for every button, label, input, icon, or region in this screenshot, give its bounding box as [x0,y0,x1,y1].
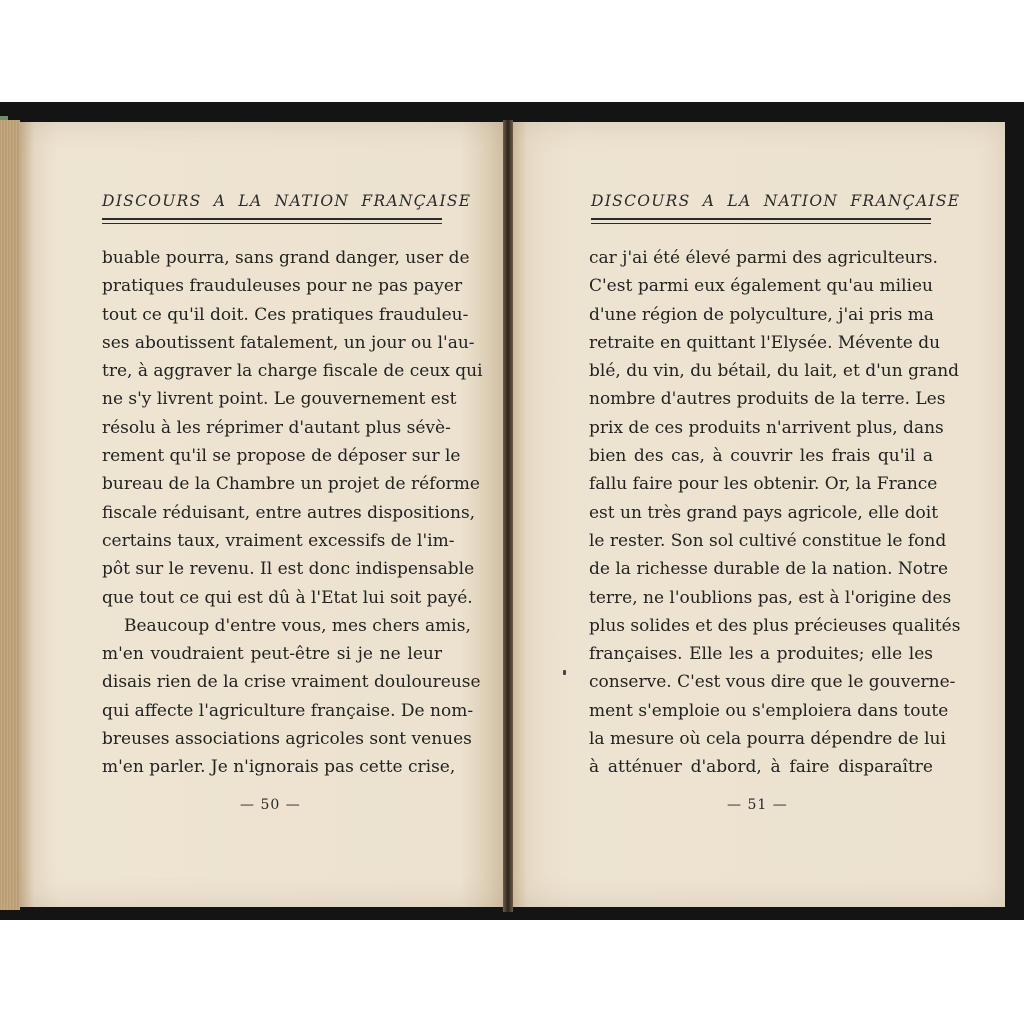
text-line: buable pourra, sans grand danger, user de [102,248,470,268]
text-line: bien des cas, à couvrir les frais qu'il a [589,446,933,467]
book-gutter [503,120,513,912]
text-line: pôt sur le revenu. Il est donc indispensable [102,559,475,580]
left-running-head: DISCOURS A LA NATION FRANÇAISE [102,192,472,210]
text-line: nombre d'autres produits de la terre. Les [589,389,946,410]
text-line: ses aboutissent fatalement, un jour ou l'au- [102,332,475,353]
cover-corner [0,116,8,120]
text-line: résolu à les réprimer d'autant plus sévè- [102,417,451,438]
text-line: prix de ces produits n'arrivent plus, dans [589,417,944,438]
text-line: est un très grand pays agricole, elle doit [589,502,939,523]
text-line: le rester. Son sol cultivé constitue le fond [589,530,947,551]
text-line: à atténuer d'abord, à faire disparaître [589,757,933,778]
right-header-rule [591,218,931,220]
text-line: fiscale réduisant, entre autres dispositions, [102,502,476,523]
right-text-block [589,244,961,782]
left-text-block [102,244,483,782]
text-line: la mesure où cela pourra dépendre de lui [589,729,946,750]
text-line: pratiques frauduleuses pour ne pas payer [102,276,463,297]
text-line: rement qu'il se propose de déposer sur le [102,446,461,467]
left-header-rule [102,218,442,220]
text-line: car j'ai été élevé parmi des agriculteurs. [589,248,938,268]
text-line: m'en parler. Je n'ignorais pas cette crise, [102,757,456,778]
text-line: C'est parmi eux également qu'au milieu [589,276,933,297]
text-line: terre, ne l'oublions pas, est à l'origine des [589,587,952,608]
text-line: plus solides et des plus précieuses qualités [589,615,961,636]
right-page-number: — 51 — [727,797,788,813]
text-line: tre, à aggraver la charge fiscale de ceux qui [102,361,483,382]
open-book [0,102,1024,920]
page-edges-left [0,120,20,910]
text-line: conserve. C'est vous dire que le gouverne- [589,672,956,693]
text-line: d'une région de polyculture, j'ai pris ma [589,304,934,325]
text-line: bureau de la Chambre un projet de réforme [102,474,480,495]
text-line: ne s'y livrent point. Le gouvernement est [102,389,457,410]
text-line: que tout ce qui est dû à l'Etat lui soit payé. [102,587,473,608]
right-page [513,122,1005,907]
text-line: ment s'emploie ou s'emploiera dans toute [589,700,949,721]
text-line: blé, du vin, du bétail, du lait, et d'un grand [589,361,960,382]
text-line: fallu faire pour les obtenir. Or, la France [589,474,938,495]
left-page [20,122,503,907]
text-line: m'en voudraient peut-être si je ne leur [102,644,442,665]
left-page-number: — 50 — [240,797,301,813]
text-line: Beaucoup d'entre vous, mes chers amis, [124,615,471,636]
text-line: retraite en quittant l'Elysée. Mévente du [589,332,941,353]
text-line: disais rien de la crise vraiment douloureuse [102,672,481,693]
right-running-head: DISCOURS A LA NATION FRANÇAISE [591,192,961,210]
text-line: de la richesse durable de la nation. Notre [589,559,949,580]
text-line: françaises. Elle les a produites; elle les [589,644,933,665]
text-line: qui affecte l'agriculture française. De nom- [102,700,474,721]
text-line: breuses associations agricoles sont venues [102,729,472,750]
paper-speck [563,670,566,675]
text-line: certains taux, vraiment excessifs de l'im- [102,530,455,551]
text-line: tout ce qu'il doit. Ces pratiques frauduleu- [102,304,469,325]
